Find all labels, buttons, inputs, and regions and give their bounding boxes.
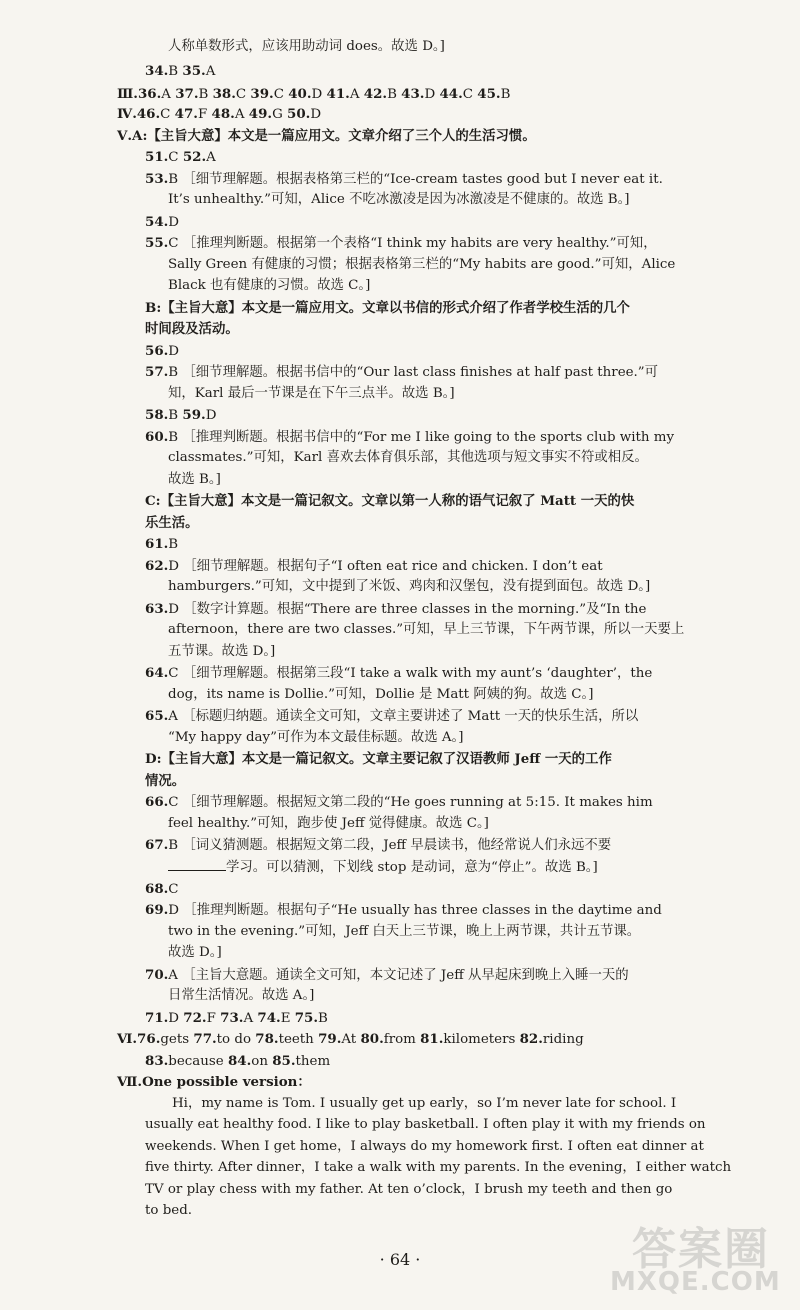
question-number: 78.	[255, 1031, 279, 1047]
question-number: 56.	[145, 343, 169, 359]
answer-text: B	[318, 1011, 328, 1026]
text-line	[117, 1030, 584, 1049]
line-text: usually eat healthy food. I like to play basketball. I often play it with my friends on	[145, 1117, 706, 1132]
text-line	[145, 1202, 192, 1220]
question-number: 50.	[287, 106, 311, 122]
answer-text: C	[160, 107, 175, 122]
question-number: 69.	[145, 902, 169, 918]
answer-text: D ［数字计算题。根据“There are three classes in the morning.”及“In the	[168, 602, 647, 617]
answer-text: B	[168, 64, 183, 79]
text-line	[168, 191, 630, 209]
text-line	[168, 449, 648, 467]
line-text: 乐生活。	[145, 515, 199, 531]
answer-text: them	[295, 1054, 331, 1069]
line-text: “My happy day”可作为本文最佳标题。故选 A。]	[168, 730, 464, 745]
question-number: 74.	[257, 1010, 281, 1026]
text-line	[168, 471, 221, 489]
question-number: 71.	[145, 1010, 169, 1026]
question-number: 58.	[145, 407, 169, 423]
text-line	[168, 686, 593, 704]
question-number: 67.	[145, 837, 169, 853]
site-watermark	[592, 1209, 782, 1304]
line-text: D:【主旨大意】本文是一篇记叙文。文章主要记叙了汉语教师 Jeff 一天的工作	[145, 751, 612, 767]
text-line	[168, 815, 489, 833]
text-line	[117, 127, 536, 145]
answer-text: E	[280, 1011, 295, 1026]
watermark-url: MXQE.COM	[610, 1267, 781, 1297]
text-line	[145, 772, 185, 790]
text-line	[145, 1159, 731, 1177]
question-number: 60.	[145, 429, 169, 445]
answer-text: A	[349, 87, 364, 102]
underline-blank	[168, 858, 226, 871]
question-number: 64.	[145, 665, 169, 681]
text-line	[145, 170, 663, 189]
answer-text: A ［标题归纳题。通读全文可知，文章主要讲述了 Matt 一天的快乐生活，所以	[168, 709, 639, 724]
text-line	[145, 320, 239, 338]
question-number: 54.	[145, 214, 169, 230]
question-number: 83.	[145, 1053, 169, 1069]
text-line	[145, 428, 674, 447]
text-line	[168, 38, 445, 56]
text-line	[117, 85, 510, 104]
question-number: 42.	[363, 86, 388, 102]
line-text: 知，Karl 最后一节课是在下午三点半。故选 B。]	[168, 386, 455, 401]
question-number: 66.	[145, 794, 169, 810]
text-line	[145, 1138, 704, 1156]
line-text: dog，its name is Dollie.”可知，Dollie 是 Matt 阿姨的狗。故选 C。]	[168, 687, 594, 702]
answer-text: teeth	[278, 1032, 319, 1047]
answer-text: D ［细节理解题。根据句子“I often eat rice and chicken. I don’t eat	[168, 559, 603, 574]
text-line	[145, 1009, 328, 1028]
text-line	[145, 492, 634, 510]
question-number: 35.	[182, 63, 206, 79]
line-text: afternoon，there are two classes.”可知，早上三节课，下午两节课，所以一天要上	[168, 622, 685, 637]
text-line	[168, 256, 675, 274]
question-number: 82.	[519, 1031, 543, 1047]
answer-text: F	[197, 107, 212, 122]
line-text: Black 也有健康的习惯。故选 C。]	[168, 278, 371, 293]
question-number: 72.	[183, 1010, 207, 1026]
line-text: hamburgers.”可知，文中提到了米饭、鸡肉和汉堡包，没有提到面包。故选 D。]	[168, 579, 651, 594]
question-number: 61.	[145, 536, 169, 552]
answer-text: C ［细节理解题。根据第三段“I take a walk with my aunt’s ‘daughter’，the	[168, 666, 653, 681]
answer-text: C	[235, 87, 251, 102]
line-text: C:【主旨大意】本文是一篇记叙文。文章以第一人称的语气记叙了 Matt 一天的快	[145, 493, 635, 509]
text-line	[168, 923, 640, 941]
text-line	[168, 858, 598, 877]
answer-text: C ［推理判断题。根据第一个表格“I think my habits are very healthy.”可知，	[168, 236, 657, 251]
answer-text: A	[243, 1011, 258, 1026]
answer-text: B ［细节理解题。根据书信中的“Our last class finishes at half past three.”可	[168, 365, 659, 380]
text-line	[168, 277, 370, 295]
text-line	[145, 836, 611, 855]
text-line	[145, 966, 629, 985]
question-number: 81.	[420, 1031, 444, 1047]
question-number: 40.	[288, 86, 312, 102]
line-text: 日常生活情况。故选 A。]	[168, 988, 315, 1003]
text-line	[145, 600, 646, 619]
line-text: B:【主旨大意】本文是一篇应用文。文章以书信的形式介绍了作者学校生活的几个	[145, 300, 630, 316]
answer-text: B	[168, 408, 183, 423]
question-number: 52.	[182, 149, 207, 165]
question-number: 48.	[211, 106, 235, 122]
answer-text: D	[168, 215, 180, 230]
answer-text: D	[205, 408, 217, 423]
answer-text: B ［词义猜测题。根据短文第二段，Jeff 早晨读书，他经常说人们永远不要	[168, 838, 612, 853]
line-text: 故选 D。]	[168, 945, 222, 960]
question-number: 38.	[212, 86, 236, 102]
answer-text: A ［主旨大意题。通读全文可知，本文记述了 Jeff 从早起床到晚上入睡一天的	[168, 968, 629, 983]
watermark-logo-text: 答案圈	[632, 1224, 770, 1275]
text-line	[168, 944, 222, 962]
line-text: 人称单数形式，应该用助动词 does。故选 D。]	[168, 39, 445, 54]
question-number: 53.	[145, 171, 169, 187]
text-line	[168, 643, 275, 661]
line-text: TV or play chess with my father. At ten o’clock，I brush my teeth and then go	[145, 1182, 673, 1197]
line-text: 学习。可以猜测，下划线 stop 是动词，意为“停止”。故选 B。]	[226, 860, 598, 875]
answer-text: C	[168, 882, 179, 897]
line-text: weekends. When I get home，I always do my homework first. I often eat dinner at	[145, 1139, 704, 1154]
text-line	[145, 901, 662, 920]
text-line	[145, 1052, 330, 1071]
text-line	[145, 299, 630, 317]
question-number: 85.	[272, 1053, 296, 1069]
answer-text: B	[168, 537, 179, 552]
question-number: 55.	[145, 235, 169, 251]
answer-text: C ［细节理解题。根据短文第二段的“He goes running at 5:15. It makes him	[168, 795, 653, 810]
answer-text: A	[205, 64, 216, 79]
answer-text: F	[206, 1011, 221, 1026]
question-number: Ⅲ.36.	[117, 86, 162, 102]
text-line	[168, 729, 463, 747]
text-line	[145, 514, 199, 532]
line-text: feel healthy.”可知，跑步使 Jeff 觉得健康。故选 C。]	[168, 816, 489, 831]
text-line	[172, 1095, 676, 1113]
text-line	[168, 621, 684, 639]
text-line	[145, 880, 179, 899]
answer-text: D	[311, 87, 327, 102]
text-line	[145, 557, 603, 576]
line-text: 故选 B。]	[168, 472, 221, 487]
answer-text: B ［细节理解题。根据表格第三栏的“Ice-cream tastes good but I never eat it.	[168, 172, 663, 187]
question-number: 62.	[145, 558, 169, 574]
question-number: 44.	[439, 86, 463, 102]
answer-text: A	[206, 150, 216, 165]
page-number: · 64 ·	[379, 1250, 421, 1269]
text-line	[117, 105, 321, 124]
question-number: 45.	[477, 86, 501, 102]
answer-text: D	[424, 87, 440, 102]
line-text: two in the evening.”可知，Jeff 白天上三节课，晚上上两节课，共计五节课。	[168, 924, 641, 939]
text-line	[168, 385, 455, 403]
answer-text: B ［推理判断题。根据书信中的“For me I like going to the sports club with my	[168, 430, 675, 445]
answer-text: D	[168, 1011, 184, 1026]
question-number: Ⅳ.46.	[117, 106, 161, 122]
question-number: 68.	[145, 881, 169, 897]
answer-text: because	[168, 1054, 228, 1069]
question-number: 75.	[294, 1010, 319, 1026]
line-text: Hi，my name is Tom. I usually get up early，so I’m never late for school. I	[172, 1096, 677, 1111]
line-text: 情况。	[145, 773, 186, 789]
question-number: 47.	[174, 106, 198, 122]
text-line	[145, 406, 216, 425]
question-number: 65.	[145, 708, 169, 724]
text-line	[145, 664, 652, 683]
question-number: 77.	[193, 1031, 217, 1047]
answer-text: B	[500, 87, 511, 102]
answer-text: D	[168, 344, 180, 359]
question-number: 51.	[145, 149, 169, 165]
question-number: 80.	[360, 1031, 384, 1047]
text-line	[168, 578, 650, 596]
answer-text: B	[387, 87, 402, 102]
answer-text: C	[273, 87, 289, 102]
line-text: Ⅶ.One possible version：	[117, 1074, 311, 1090]
answer-text: riding	[542, 1032, 584, 1047]
answer-text: C	[168, 150, 183, 165]
question-number: 34.	[145, 63, 169, 79]
answer-text: At	[341, 1032, 361, 1047]
line-text: 五节课。故选 D。]	[168, 644, 276, 659]
question-number: 59.	[182, 407, 206, 423]
answer-text: from	[383, 1032, 421, 1047]
text-line	[145, 535, 178, 554]
question-number: 63.	[145, 601, 169, 617]
answer-text: C	[462, 87, 478, 102]
question-number: Ⅵ.76.	[117, 1031, 161, 1047]
text-line	[145, 148, 216, 167]
text-line	[145, 213, 179, 232]
text-line	[117, 1073, 311, 1091]
line-text: classmates.”可知，Karl 喜欢去体育俱乐部，其他选项与短文事实不符或相反。	[168, 450, 648, 465]
text-line	[145, 707, 638, 726]
question-number: 43.	[401, 86, 425, 102]
answer-text: on	[251, 1054, 273, 1069]
answer-text: B	[198, 87, 213, 102]
question-number: 41.	[326, 86, 350, 102]
question-number: 39.	[250, 86, 274, 102]
line-text: It’s unhealthy.”可知，Alice 不吃冰激凌是因为冰激凌是不健康的。故选 B。]	[168, 192, 630, 207]
answer-text: A	[161, 87, 176, 102]
answer-text: to do	[216, 1032, 256, 1047]
answer-text: D ［推理判断题。根据句子“He usually has three classes in the daytime and	[168, 903, 662, 918]
text-line	[145, 363, 658, 382]
text-line	[145, 234, 657, 253]
line-text: Sally Green 有健康的习惯；根据表格第三栏的“My habits are good.”可知，Alice	[168, 257, 676, 272]
line-text: 时间段及活动。	[145, 321, 239, 337]
text-line	[145, 750, 612, 768]
question-number: 79.	[318, 1031, 342, 1047]
question-number: 37.	[175, 86, 199, 102]
question-number: 84.	[227, 1053, 252, 1069]
answer-text: kilometers	[443, 1032, 520, 1047]
question-number: 57.	[145, 364, 169, 380]
line-text: to bed.	[145, 1203, 193, 1218]
answer-text: D	[310, 107, 322, 122]
text-line	[168, 987, 314, 1005]
question-number: 49.	[248, 106, 273, 122]
text-line	[145, 62, 215, 81]
text-line	[145, 342, 179, 361]
text-line	[145, 793, 653, 812]
answer-text: G	[272, 107, 288, 122]
question-number: 73.	[220, 1010, 244, 1026]
answer-text: A	[234, 107, 249, 122]
text-line	[145, 1181, 672, 1199]
line-text: five thirty. After dinner，I take a walk with my parents. In the evening，I either watch	[145, 1160, 732, 1175]
question-number: 70.	[145, 967, 169, 983]
line-text: Ⅴ.A:【主旨大意】本文是一篇应用文。文章介绍了三个人的生活习惯。	[117, 128, 536, 144]
answer-text: gets	[160, 1032, 194, 1047]
text-line	[145, 1116, 706, 1134]
